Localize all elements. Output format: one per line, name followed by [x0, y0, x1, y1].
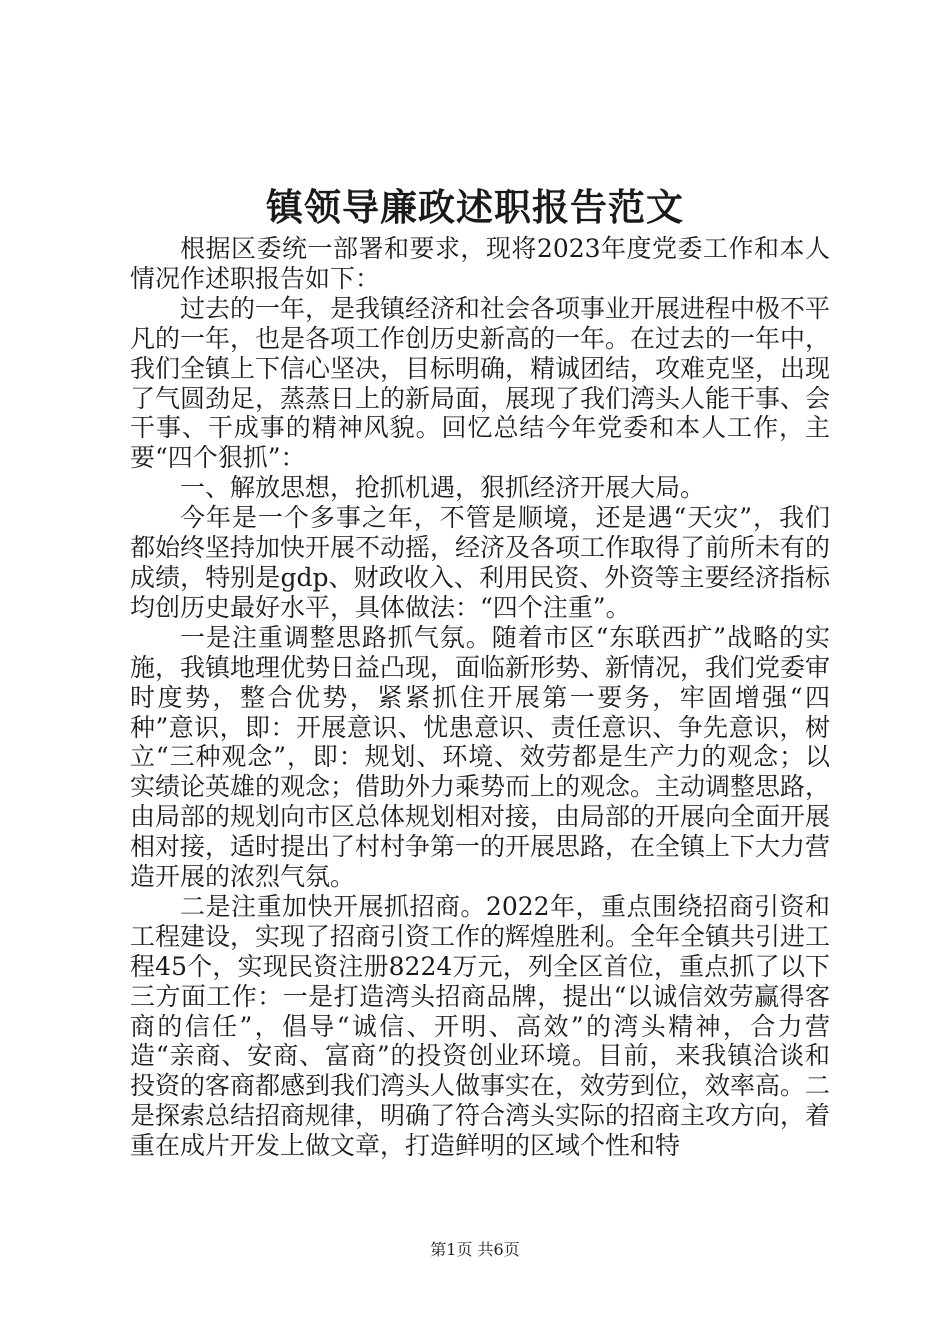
paragraph: 过去的一年，是我镇经济和社会各项事业开展进程中极不平凡的一年，也是各项工作创历史新高的一年。在过去的一年中，我们全镇上下信心坚决，目标明确，精诚团结，攻难克坚，出现了气圆劲足，蒸蒸日上的新局面，展现了我们湾头人能干事、会干事、干成事的精神风貌。回忆总结今年党委和本人工作，主要“四个狠抓”：: [130, 293, 831, 473]
document-body: [130, 234, 830, 1161]
paragraph: 根据区委统一部署和要求，现将2023年度党委工作和本人情况作述职报告如下：: [130, 234, 830, 293]
document-title: 镇领导廉政述职报告范文: [266, 185, 684, 229]
paragraph: 一、解放思想，抢抓机遇，狠抓经济开展大局。: [180, 473, 706, 503]
paragraph: 一是注重调整思路抓气氛。随着市区“东联西扩”战略的实施，我镇地理优势日益凸现，面临新形势、新情况，我们党委审时度势，整合优势，紧紧抓住开展第一要务，牢固增强“四种”意识，即：开展意识、忧患意识、责任意识、争先意识，树立“三种观念”，即：规划、环境、效劳都是生产力的观念；以实绩论英雄的观念；借助外力乘势而上的观念。主动调整思路，由局部的规划向市区总体规划相对接，由局部的开展向全面开展相对接，适时提出了村村争第一的开展思路，在全镇上下大力营造开展的浓烈气氛。: [130, 622, 831, 892]
page-number: 第1页 共6页: [430, 1240, 520, 1259]
paragraph: 二是注重加快开展抓招商。2022年，重点围绕招商引资和工程建设，实现了招商引资工作的辉煌胜利。全年全镇共引进工程45个，实现民资注册8224万元，列全区首位，重点抓了以下三方面工作：一是打造湾头招商品牌，提出“以诚信效劳赢得客商的信任”，倡导“诚信、开明、高效”的湾头精神，合力营造“亲商、安商、富商”的投资创业环境。目前，来我镇洽谈和投资的客商都感到我们湾头人做事实在，效劳到位，效率高。二是探索总结招商规律，明确了符合湾头实际的招商主攻方向，着重在成片开发上做文章，打造鲜明的区域个性和特: [130, 891, 831, 1161]
paragraph: 今年是一个多事之年，不管是顺境，还是遇“天灾”，我们都始终坚持加快开展不动摇，经济及各项工作取得了前所未有的成绩，特别是gdp、财政收入、利用民资、外资等主要经济指标均创历史最好水平，具体做法：“四个注重”。: [130, 503, 831, 622]
